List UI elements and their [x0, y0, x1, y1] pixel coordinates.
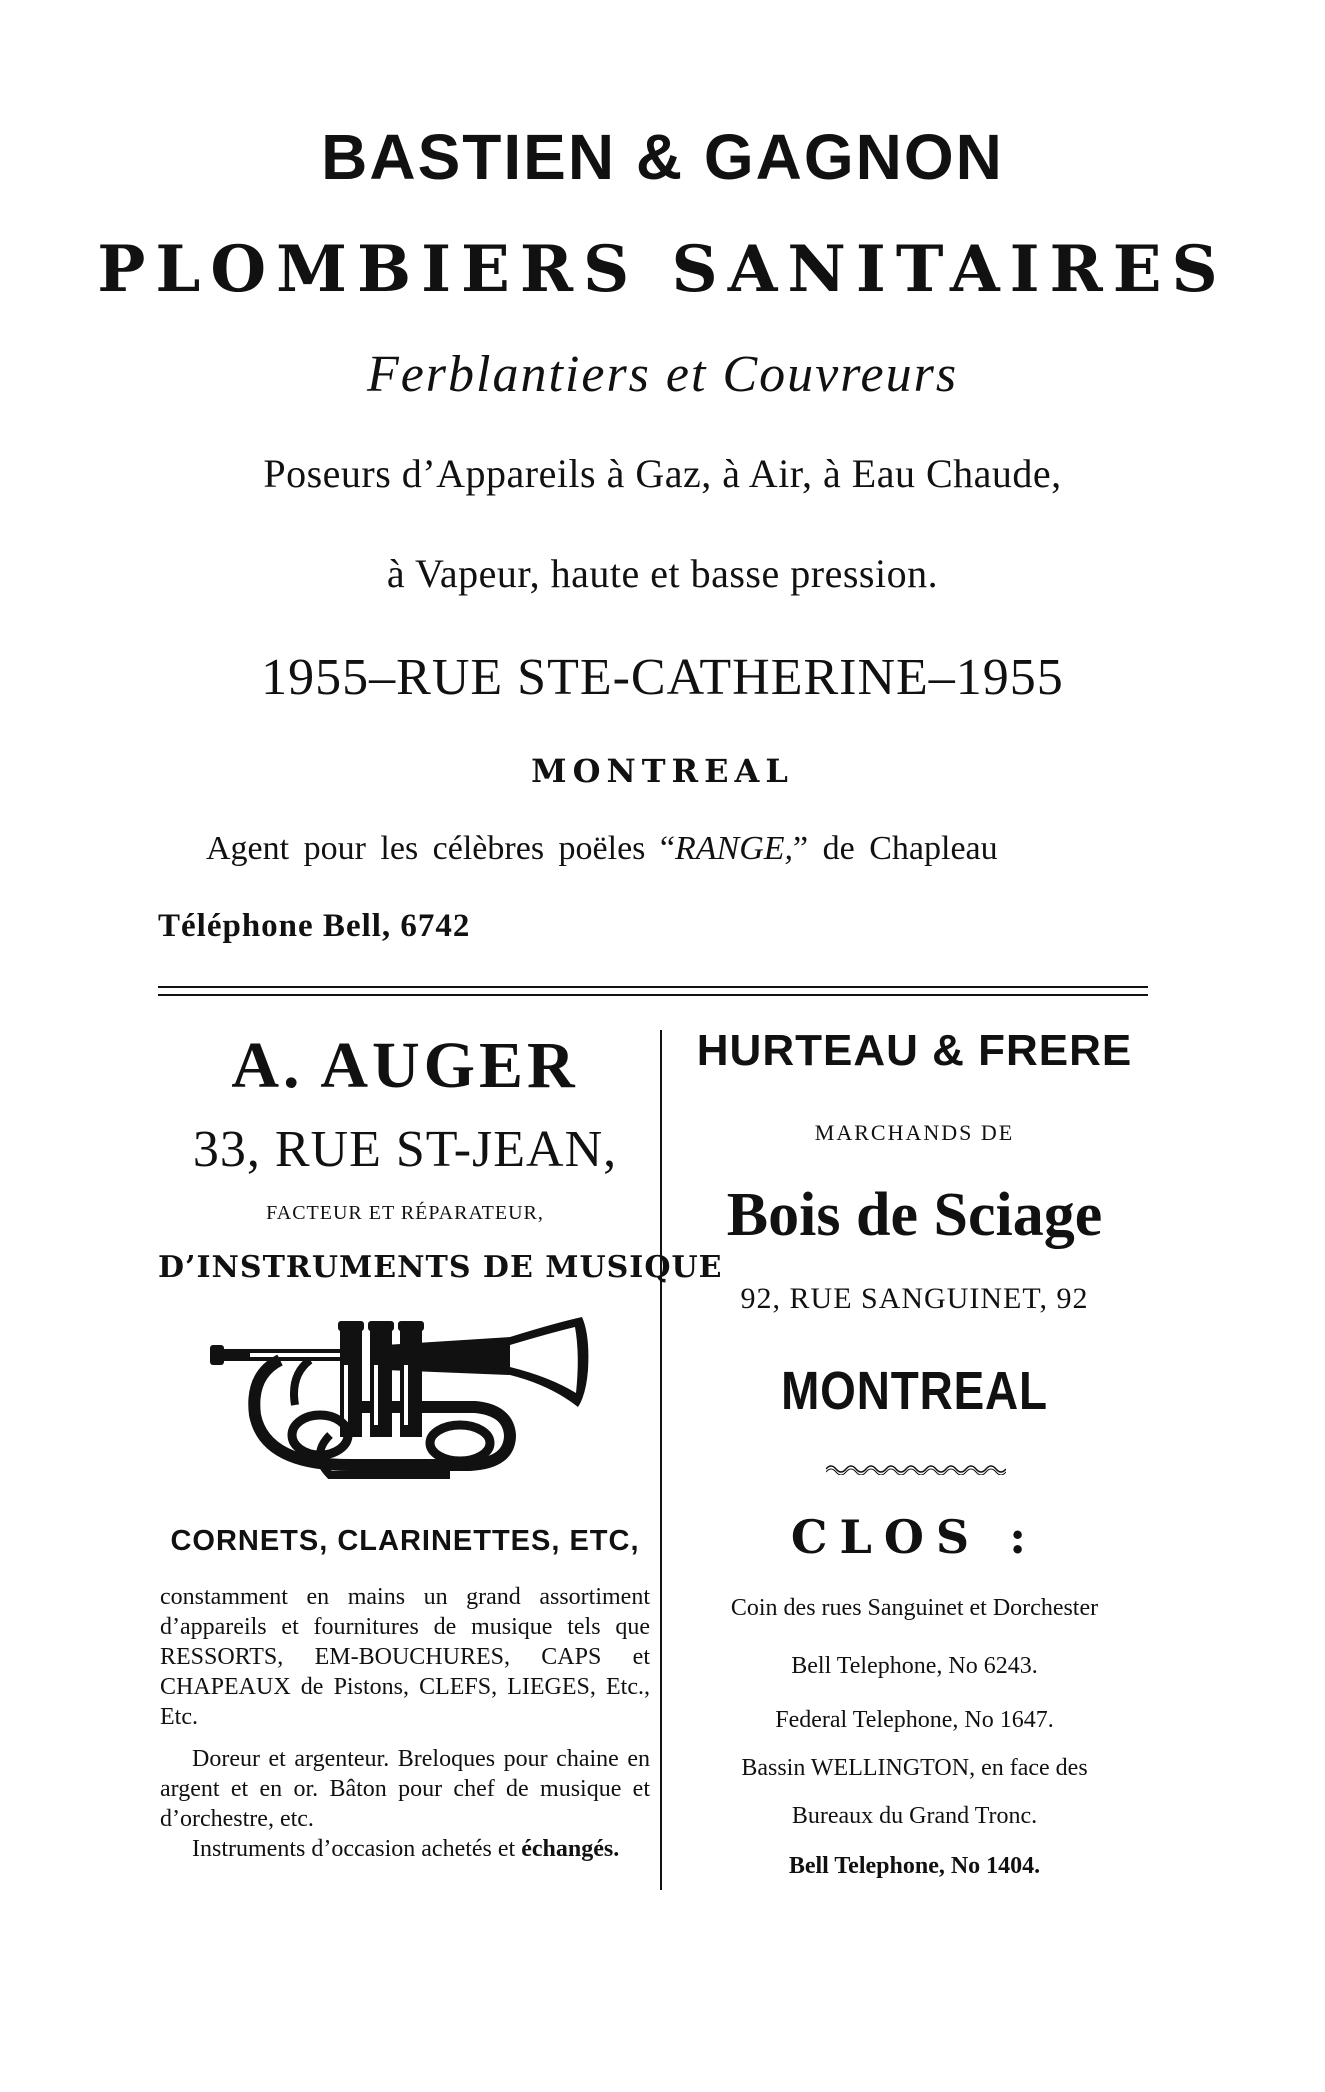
yard-federal-phone: Federal Telephone, No 1647.	[775, 1707, 1054, 1733]
auger-paragraph-3-start: Instruments d’occasion achetés et	[192, 1836, 522, 1862]
auger-paragraph-3-end: échangés.	[521, 1836, 620, 1862]
yard-location: Coin des rues Sanguinet et Dorchester	[730, 1595, 1099, 1621]
auger-paragraph-2: Doreur et argenteur. Breloques pour chaine en argent et en or. Bâton pour chef de musique et d’orchestre, etc.	[160, 1746, 650, 1832]
city-name: MONTREAL	[531, 752, 794, 790]
column-divider	[660, 1030, 662, 1890]
auger-address: 33, RUE ST-JEAN,	[192, 1121, 618, 1178]
hurteau-city: MONTREAL	[781, 1361, 1048, 1421]
basin-location: Bassin WELLINGTON, en face des	[741, 1755, 1088, 1781]
auger-products: CORNETS, CLARINETTES, ETC,	[170, 1525, 640, 1557]
hurteau-subtitle: MARCHANDS DE	[814, 1120, 1015, 1145]
agent-line	[206, 830, 998, 868]
yard-bell-phone: Bell Telephone, No 6243.	[791, 1653, 1038, 1679]
hurteau-product: Bois de Sciage	[726, 1181, 1103, 1249]
agent-text-before: Agent pour les célèbres poëles “	[206, 830, 675, 867]
auger-trade-instruments: D’INSTRUMENTS DE MUSIQUE	[158, 1250, 723, 1285]
services-line-2: à Vapeur, haute et basse pression.	[386, 551, 939, 596]
yard-heading: CLOS :	[790, 1510, 1039, 1564]
auger-trade: FACTEUR ET RÉPARATEUR,	[266, 1202, 544, 1224]
subtrade-line: Ferblantiers et Couvreurs	[366, 346, 959, 403]
street-address: 1955–RUE STE-CATHERINE–1955	[261, 649, 1064, 706]
company-name: BASTIEN & GAGNON	[321, 121, 1004, 193]
trade-heading: PLOMBIERS SANITAIRES	[97, 232, 1228, 307]
ornament-divider	[826, 1463, 1006, 1475]
hurteau-name: HURTEAU & FRERE	[696, 1026, 1133, 1075]
section-divider-bottom	[158, 994, 1148, 996]
agent-text-after: ” de Chapleau	[793, 830, 998, 867]
hurteau-address: 92, RUE SANGUINET, 92	[740, 1282, 1089, 1315]
basin-location-cont: Bureaux du Grand Tronc.	[791, 1803, 1038, 1829]
auger-paragraph-3	[160, 1834, 650, 1864]
section-divider-top	[158, 986, 1148, 988]
auger-paragraph-1: constamment en mains un grand assortiment d’appareils et fournitures de musique tels que RESSORTS, EM-BOUCHURES, CAPS et CHAPEAUX de Pistons, CLEFS, LIEGES, Etc., Etc.	[160, 1584, 650, 1730]
basin-bell-phone: Bell Telephone, No 1404.	[788, 1853, 1041, 1879]
auger-name: A. AUGER	[231, 1029, 579, 1102]
range-brand: RANGE,	[675, 830, 794, 867]
phone-number: Téléphone Bell, 6742	[158, 908, 471, 944]
cornet-icon	[210, 1315, 590, 1485]
services-line-1: Poseurs d’Appareils à Gaz, à Air, à Eau Chaude,	[263, 451, 1062, 496]
auger-description	[160, 1582, 650, 1864]
